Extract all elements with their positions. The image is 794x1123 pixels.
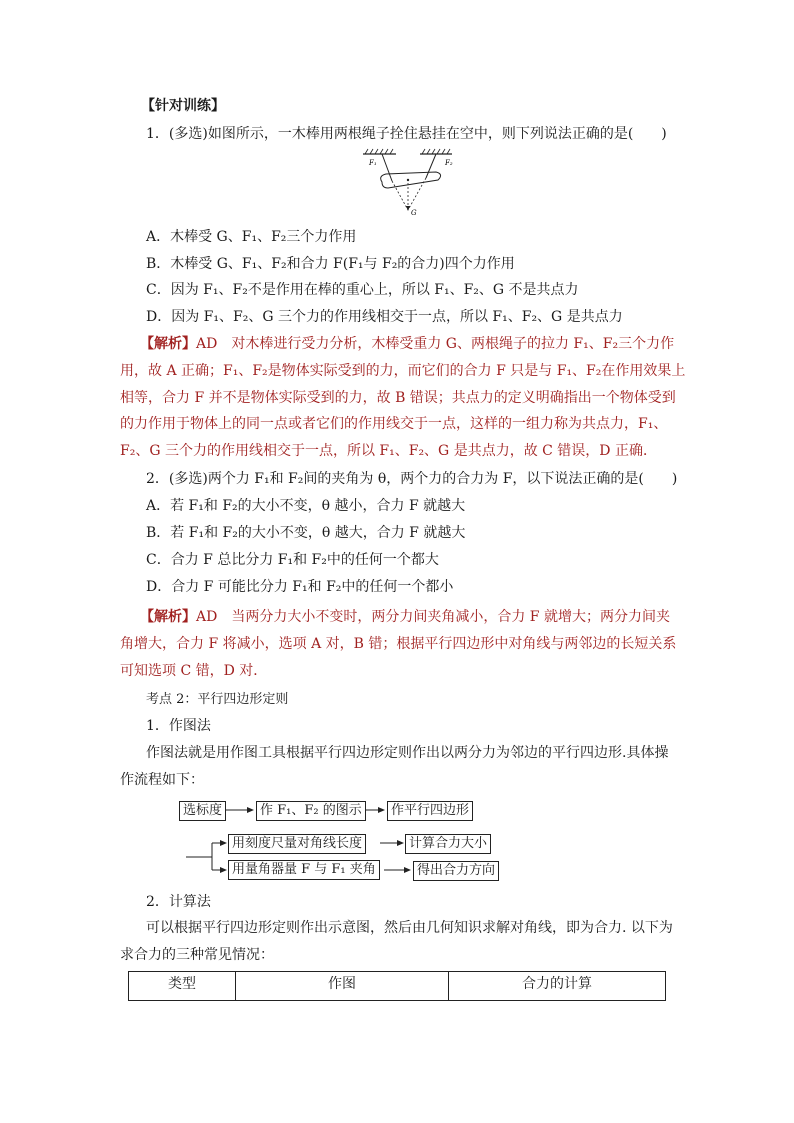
q2-analysis-label: 【解析】 — [140, 609, 196, 625]
q2-option-c: C．合力 F 总比分力 F₁和 F₂中的任何一个都大 — [146, 552, 439, 568]
topic2-title: 考点 2：平行四边形定则 — [146, 692, 289, 707]
flow-step-calc-magnitude: 计算合力大小 — [405, 834, 491, 854]
method2-line-1: 可以根据平行四边形定则作出示意图，然后由几何知识求解对角线，即为合力. 以下为 — [146, 920, 673, 936]
q2-stem: 2．(多选)两个力 F₁和 F₂间的夹角为 θ，两个力的合力为 F，以下说法正确的是( ) — [146, 471, 678, 487]
method2-title: 2．计算法 — [146, 894, 211, 910]
table-header-calculation: 合力的计算 — [522, 976, 592, 992]
q1-option-d: D．因为 F₁、F₂、G 三个力的作用线相交于一点，所以 F₁、F₂、G 是共点力 — [146, 309, 623, 325]
method1-line-1: 作图法就是用作图工具根据平行四边形定则作出以两分力为邻边的平行四边形.具体操 — [146, 745, 669, 761]
section-header: 【针对训练】 — [141, 98, 225, 114]
label-f2: F₂ — [445, 159, 453, 167]
q1-analysis-line-5: F₂、G 三个力的作用线相交于一点，所以 F₁、F₂、G 是共点力，故 C 错误，D 正确． — [120, 443, 657, 459]
q2-analysis-line-1: 【解析】AD 当两分力大小不变时，两分力间夹角减小，合力 F 就增大；两分力间夹 — [140, 609, 670, 625]
flow-step-scale: 选标度 — [179, 801, 226, 821]
q1-analysis-line-3: 相等，合力 F 并不是物体实际受到的力，故 B 错误；共点力的定义明确指出一个物体受到 — [120, 390, 676, 406]
flow-step-draw-forces: 作 F₁、F₂ 的图示 — [256, 801, 366, 821]
q1-option-c: C．因为 F₁、F₂不是作用在棒的重心上，所以 F₁、F₂、G 不是共点力 — [146, 282, 579, 298]
flow-step-direction: 得出合力方向 — [413, 861, 499, 881]
stick-rope-figure — [360, 148, 460, 220]
flow-step-parallelogram: 作平行四边形 — [387, 801, 473, 821]
table-header-drawing: 作图 — [236, 972, 449, 1000]
label-g: G — [411, 209, 417, 217]
q2-analysis-line-3: 可知选项 C 错，D 对． — [120, 663, 268, 679]
q2-option-a: A．若 F₁和 F₂的大小不变，θ 越小，合力 F 就越大 — [146, 498, 466, 514]
q1-option-b: B．木棒受 G、F₁、F₂和合力 F(F₁与 F₂的合力)四个力作用 — [146, 256, 515, 272]
q1-option-a: A．木棒受 G、F₁、F₂三个力作用 — [146, 229, 357, 245]
q1-analysis-line-4: 的力作用于物体上的同一点或者它们的作用线交于一点，这样的一组力称为共点力，F₁、 — [120, 416, 668, 432]
method1-line-2: 作流程如下： — [120, 772, 204, 788]
q2-option-b: B．若 F₁和 F₂的大小不变，θ 越大，合力 F 就越大 — [146, 525, 466, 541]
q1-analysis-label: 【解析】 — [140, 336, 196, 352]
flow-step-measure-angle: 用量角器量 F 与 F₁ 夹角 — [228, 860, 380, 880]
q1-analysis-line-1: 【解析】AD 对木棒进行受力分析，木棒受重力 G、两根绳子的拉力 F₁、F₂三个力作 — [140, 336, 675, 352]
method1-title: 1．作图法 — [146, 718, 211, 734]
label-f1: F₁ — [369, 159, 377, 167]
flow-step-measure-diagonal: 用刻度尺量对角线长度 — [228, 834, 366, 854]
force-types-table — [128, 971, 666, 1001]
q2-analysis-line-2: 角增大，合力 F 将减小，选项 A 对，B 错；根据平行四边形中对角线与两邻边的长短关系 — [120, 636, 677, 652]
q1-analysis-line-2: 用，故 A 正确；F₁、F₂是物体实际受到的力，而它们的合力 F 只是与 F₁、F₂在作用效果上 — [120, 363, 686, 379]
q1-stem: 1．(多选)如图所示，一木棒用两根绳子拴住悬挂在空中，则下列说法正确的是( ) — [146, 126, 667, 142]
table-header-type: 类型 — [129, 972, 236, 1000]
q2-option-d: D．合力 F 可能比分力 F₁和 F₂中的任何一个都小 — [146, 579, 454, 595]
method2-line-2: 求合力的三种常见情况： — [120, 947, 274, 963]
